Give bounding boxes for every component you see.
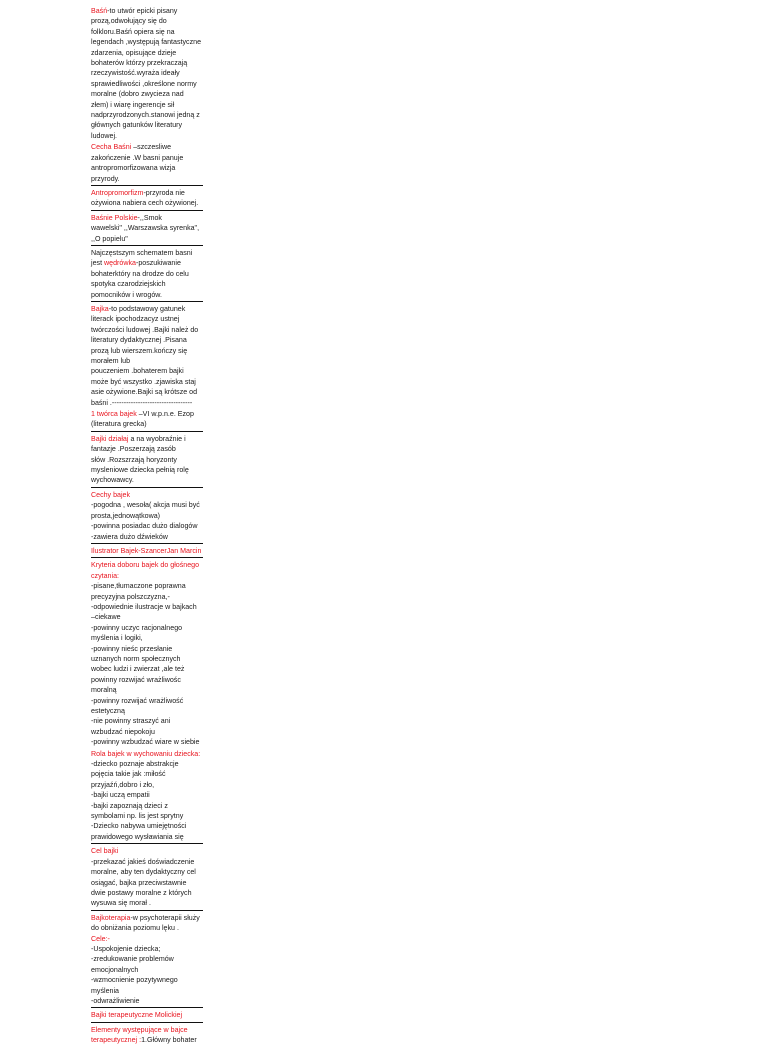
text-line xyxy=(91,716,203,726)
text-run: nadprzyrodzonych.stanowi jedną z xyxy=(91,111,200,120)
text-run: prozą lub wierszem.kończy się xyxy=(91,346,188,355)
text-run: osiągać, bajka przeciwstawnie xyxy=(91,878,187,887)
text-line xyxy=(91,110,203,120)
text-run: –szczesliwe xyxy=(131,143,172,152)
text-line xyxy=(91,27,203,37)
text-line xyxy=(91,934,203,944)
text-run: -przyroda nie xyxy=(143,188,185,197)
text-line xyxy=(91,223,203,233)
text-cell xyxy=(91,142,203,186)
highlighted-term: Antropromorfizm xyxy=(91,188,144,197)
text-run: wychowawcy. xyxy=(91,476,134,485)
text-line xyxy=(91,664,203,674)
text-line xyxy=(91,213,203,223)
text-line xyxy=(91,356,203,366)
text-run: -zredukowanie problemów xyxy=(91,955,174,964)
text-line xyxy=(91,685,203,695)
text-line xyxy=(91,954,203,964)
text-line xyxy=(91,633,203,643)
text-run: symbolami np. lis jest sprytny xyxy=(91,812,184,821)
text-run: fantazje .Poszerzają zasób xyxy=(91,445,176,454)
text-cell xyxy=(91,434,203,488)
text-run: rzeczywistość.wyraża ideały xyxy=(91,69,180,78)
text-line xyxy=(91,846,203,856)
text-run: -pisane,tłumaczone poprawna xyxy=(91,582,186,591)
text-line xyxy=(91,811,203,821)
text-line xyxy=(91,500,203,510)
text-line xyxy=(91,1025,203,1035)
text-line xyxy=(91,965,203,975)
text-line xyxy=(91,346,203,356)
text-line xyxy=(91,560,203,570)
text-run: prawidowego wysławiania się xyxy=(91,832,184,841)
text-run: asie ożywione.Bajki są krótsze od xyxy=(91,388,198,397)
text-line xyxy=(91,623,203,633)
text-run: –ciekawe xyxy=(91,613,121,622)
highlighted-term: Kryteria doboru bajek do głośnego xyxy=(91,561,200,570)
text-line xyxy=(91,79,203,89)
text-line xyxy=(91,759,203,769)
document-page xyxy=(91,6,203,1047)
text-run: może być wszystko .zjawiska staj xyxy=(91,377,196,386)
text-run: bohaterów którzy przekraczają xyxy=(91,59,188,68)
text-cell xyxy=(91,304,203,409)
text-line xyxy=(91,409,203,419)
text-line xyxy=(91,986,203,996)
text-line xyxy=(91,314,203,324)
text-line xyxy=(91,16,203,26)
highlighted-term: 1 twórca bajek xyxy=(91,410,137,419)
text-run: bohaterktóry na drodze do celu xyxy=(91,269,189,278)
text-line xyxy=(91,248,203,258)
text-run: a na wyobraźnie i xyxy=(128,434,186,443)
text-run: -przekazać jakieś doświadczenie xyxy=(91,857,195,866)
text-run: -zawiera dużo dźwieków xyxy=(91,532,168,541)
text-run: dwie postawy moralne z których xyxy=(91,888,192,897)
text-line xyxy=(91,366,203,376)
text-line xyxy=(91,857,203,867)
text-run: moralną xyxy=(91,686,117,695)
text-run: -powinny uczyc racjonalnego xyxy=(91,623,183,632)
highlighted-term: Bajki terapeutyczne Molickiej xyxy=(91,1011,183,1020)
text-run: -odpowiednie ilustracje w bajkach xyxy=(91,602,197,611)
text-line xyxy=(91,878,203,888)
text-run: -dziecko poznaje abstrakcje xyxy=(91,760,179,769)
text-line xyxy=(91,790,203,800)
text-line xyxy=(91,398,203,408)
highlighted-term: Cechy bajek xyxy=(91,490,131,499)
text-cell xyxy=(91,913,203,1009)
highlighted-term: Cele:- xyxy=(91,934,110,943)
text-run: ,,O popielu" xyxy=(91,234,128,243)
text-run: -to utwór epicki pisany xyxy=(107,7,178,15)
text-line xyxy=(91,944,203,954)
text-line xyxy=(91,532,203,542)
text-line xyxy=(91,163,203,173)
text-run: pojęcia takie jak :miłość xyxy=(91,770,166,779)
text-run: myślenia xyxy=(91,986,119,995)
text-line xyxy=(91,571,203,581)
text-run: emocjonalnych xyxy=(91,965,139,974)
text-line xyxy=(91,1035,203,1045)
text-run: -Uspokojenie dziecka; xyxy=(91,944,161,953)
text-run: powinny rozwijać wrażliwośc xyxy=(91,675,181,684)
text-run: sprawiedliwości ,określone normy xyxy=(91,79,197,88)
text-line xyxy=(91,279,203,289)
text-line xyxy=(91,581,203,591)
text-line xyxy=(91,290,203,300)
text-run: –VI w.p.n.e. Ezop xyxy=(136,410,194,419)
text-line xyxy=(91,511,203,521)
text-line xyxy=(91,100,203,110)
text-run: prosta,jednowątkowa) xyxy=(91,511,161,520)
text-cell xyxy=(91,546,203,558)
text-line xyxy=(91,644,203,654)
highlighted-term: Bajka xyxy=(91,304,109,313)
text-line xyxy=(91,490,203,500)
text-line xyxy=(91,612,203,622)
text-cell xyxy=(91,749,203,845)
text-run: wzbudzać niepokoju xyxy=(91,727,155,736)
text-line xyxy=(91,832,203,842)
text-run: -powinny wzbudzać wiare w siebie xyxy=(91,738,200,747)
text-cell xyxy=(91,213,203,246)
text-run: złem) i wiarę ingerencje sił xyxy=(91,100,175,109)
text-line xyxy=(91,898,203,908)
text-line xyxy=(91,923,203,933)
text-cell xyxy=(91,490,203,544)
text-run: -poszukiwanie xyxy=(135,259,181,268)
text-line xyxy=(91,749,203,759)
text-line xyxy=(91,377,203,387)
text-line xyxy=(91,269,203,279)
text-line xyxy=(91,335,203,345)
text-run: słów .Rozszrzają horyzonty xyxy=(91,455,177,464)
text-run: -to podstawowy gatunek xyxy=(108,304,186,313)
text-run: -w psychoterapii służy xyxy=(130,913,200,922)
text-line xyxy=(91,234,203,244)
text-cell xyxy=(91,846,203,910)
highlighted-term: czytania: xyxy=(91,571,119,580)
text-cell xyxy=(91,560,203,748)
text-run: myślenia i logiki, xyxy=(91,634,143,643)
text-run: -pogodna , wesoła( akcja musi być xyxy=(91,501,200,510)
highlighted-term: Baśń xyxy=(91,7,108,15)
text-line xyxy=(91,48,203,58)
text-run: przyjaźń,dobro i zło, xyxy=(91,780,155,789)
text-line xyxy=(91,465,203,475)
text-run: mysleniowe dziecka pełnią rolę xyxy=(91,466,189,475)
text-line xyxy=(91,867,203,877)
text-run: uznanych norm społecznych xyxy=(91,654,181,663)
text-line xyxy=(91,696,203,706)
text-run: morałem lub xyxy=(91,357,131,365)
text-line xyxy=(91,521,203,531)
text-run: -odwrażliwienie xyxy=(91,996,140,1005)
text-line xyxy=(91,737,203,747)
highlighted-term: Ilustrator Bajek-SzancerJan Marcin xyxy=(91,546,202,555)
text-run: -powinny rozwijać wrażliwość xyxy=(91,696,184,705)
text-line xyxy=(91,1010,203,1020)
text-run: Najczęstszym schematem basni xyxy=(91,248,193,257)
text-line xyxy=(91,6,203,16)
highlighted-term: terapeutycznej : xyxy=(91,1036,142,1045)
text-run: -bajki uczą empatii xyxy=(91,791,150,800)
text-line xyxy=(91,89,203,99)
text-run: wawelski" ,,Warszawska syrenka", xyxy=(91,224,200,233)
text-run: precyzyjna polszczyzna,- xyxy=(91,592,170,601)
text-line xyxy=(91,455,203,465)
text-run: -,,Smok xyxy=(137,213,162,222)
text-run: głównych gatunków literatury xyxy=(91,121,183,130)
text-run: baśni .---------------------------------- xyxy=(91,398,193,407)
text-line xyxy=(91,592,203,602)
text-run: -nie powinny straszyć ani xyxy=(91,717,171,726)
highlighted-term: Elementy występujące w bajce xyxy=(91,1025,188,1034)
highlighted-term: Cecha Baśni xyxy=(91,143,132,152)
text-line xyxy=(91,913,203,923)
text-run: ludowej. xyxy=(91,131,118,140)
highlighted-term: Bajkoterapia xyxy=(91,913,131,922)
text-cell xyxy=(91,6,203,142)
text-line xyxy=(91,258,203,268)
text-line xyxy=(91,675,203,685)
text-run: literack ipochodzacyz ustnej xyxy=(91,315,180,324)
text-line xyxy=(91,475,203,485)
text-line xyxy=(91,727,203,737)
text-line xyxy=(91,801,203,811)
text-cell xyxy=(91,1010,203,1022)
text-line xyxy=(91,325,203,335)
highlighted-term: Cel bajki xyxy=(91,847,119,856)
text-line xyxy=(91,387,203,397)
text-line xyxy=(91,174,203,184)
text-line xyxy=(91,142,203,152)
text-line xyxy=(91,444,203,454)
text-run: wysuwa się morał . xyxy=(91,899,151,908)
text-line xyxy=(91,780,203,790)
text-line xyxy=(91,821,203,831)
text-run: (literatura grecka) xyxy=(91,420,147,429)
text-line xyxy=(91,888,203,898)
highlighted-term: Rola bajek w wychowaniu dziecka: xyxy=(91,749,201,758)
text-run: twórczości ludowej .Bajki należ do xyxy=(91,325,199,334)
text-cell xyxy=(91,1025,203,1047)
text-line xyxy=(91,769,203,779)
highlighted-term: wędrówka xyxy=(104,259,136,268)
text-line xyxy=(91,188,203,198)
text-run: jest xyxy=(91,259,105,268)
text-run: moralne, aby ten dydaktyczny cel xyxy=(91,868,196,877)
text-line xyxy=(91,304,203,314)
text-run: zdarzenia, opisujące dzieje xyxy=(91,48,177,57)
text-run: zakończenie .W basni panuje xyxy=(91,153,184,162)
text-run: legendach ,występują fantastyczne xyxy=(91,38,202,47)
highlighted-term: Bajki działaj xyxy=(91,434,129,443)
text-run: wobec ludzi i zwierzat ,ale też xyxy=(91,665,185,674)
text-run: pomocników i wrogów. xyxy=(91,290,162,299)
text-line xyxy=(91,153,203,163)
text-line xyxy=(91,419,203,429)
text-cell xyxy=(91,409,203,432)
text-line xyxy=(91,706,203,716)
text-run: folkloru.Baśń opiera się na xyxy=(91,27,175,36)
text-line xyxy=(91,68,203,78)
text-run: -wzmocnienie pozytywnego xyxy=(91,976,178,985)
text-line xyxy=(91,434,203,444)
text-run: przyrody. xyxy=(91,174,120,183)
text-run: estetyczną xyxy=(91,707,125,715)
text-run: spotyka czarodziejskich xyxy=(91,280,166,289)
text-run: -powinna posiadac dużo dialogów xyxy=(91,522,198,531)
text-line xyxy=(91,58,203,68)
text-line xyxy=(91,546,203,556)
text-run: -Dziecko nabywa umiejętności xyxy=(91,822,187,831)
text-line xyxy=(91,996,203,1006)
text-cell xyxy=(91,188,203,211)
text-line xyxy=(91,654,203,664)
text-run: pouczeniem .bohaterem bajki xyxy=(91,367,184,376)
text-run: prozą,odwołujący się do xyxy=(91,17,167,26)
highlighted-term: Baśnie Polskie xyxy=(91,213,138,222)
text-run: -powinny nieśc przesłanie xyxy=(91,644,173,653)
text-run: moralne (dobro zwycieza nad xyxy=(91,90,184,99)
text-line xyxy=(91,975,203,985)
text-line xyxy=(91,602,203,612)
text-run: do obniżania poziomu lęku . xyxy=(91,924,179,933)
text-run: -bajki zapoznają dzieci z xyxy=(91,801,168,810)
text-run: ożywiona nabiera cech ożywionej. xyxy=(91,199,199,208)
text-line xyxy=(91,37,203,47)
text-line xyxy=(91,131,203,141)
text-run: literatury dydaktycznej .Pisana xyxy=(91,336,187,345)
text-run: antropromorfizowana wizja xyxy=(91,164,176,173)
text-line xyxy=(91,198,203,208)
text-cell xyxy=(91,248,203,302)
text-line xyxy=(91,120,203,130)
text-run: 1.Główny bohater xyxy=(141,1036,197,1045)
